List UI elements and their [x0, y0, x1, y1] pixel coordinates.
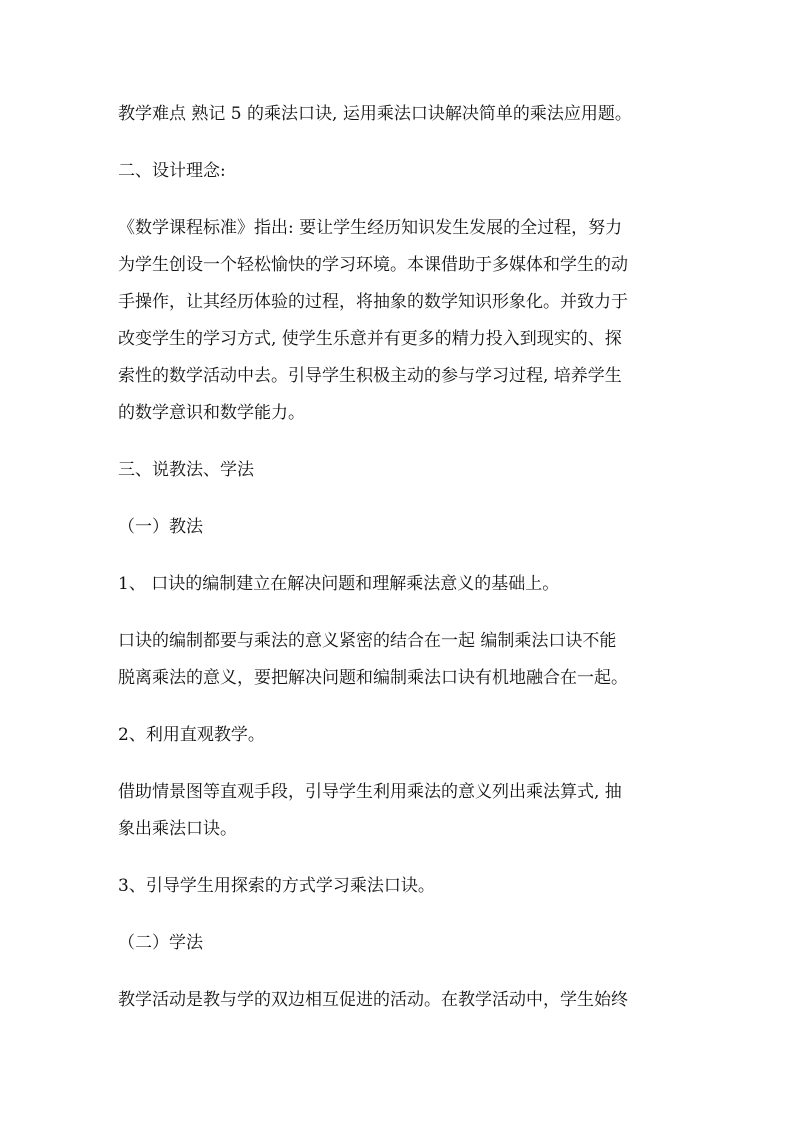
document-body: [118, 96, 678, 1019]
item-1-title: 1、 口诀的编制建立在解决问题和理解乘法意义的基础上。: [118, 574, 560, 594]
heading-design-concept: 二、设计理念:: [118, 161, 226, 181]
paragraph-curriculum-standard: 《数学课程标准》指出: 要让学生经历知识发生发展的全过程，努力 为学生创设一个轻松愉快的学习环境。本课借助于多媒体和学生的动 手操作，让其经历体验的过程，将抽象的数学知识形象化。并致力于 改变学生的学习方式, 使学生乐意并有更多的精力投入到现实的、探 索性的数学活动中去。引导学生积极主动的参与学习过程, 培养学生 的数学意识和数学能力。: [118, 218, 628, 423]
item-3-title: 3、引导学生用探索的方式学习乘法口诀。: [118, 876, 435, 896]
heading-methods: 三、说教法、学法: [118, 460, 254, 480]
heading-teaching-method: （一）教法: [118, 517, 203, 537]
paragraph-teaching-difficulty: 教学难点 熟记 5 的乘法口诀, 运用乘法口诀解决简单的乘法应用题。: [118, 104, 632, 124]
paragraph-learning-method: 教学活动是教与学的双边相互促进的活动。在教学活动中，学生始终: [118, 990, 628, 1010]
item-2-body: 借助情景图等直观手段，引导学生利用乘法的意义列出乘法算式, 抽 象出乘法口诀。: [118, 782, 622, 839]
item-2-title: 2、利用直观教学。: [118, 725, 265, 745]
item-1-body: 口诀的编制都要与乘法的意义紧密的结合在一起 编制乘法口诀不能 脱离乘法的意义，要把解决问题和编制乘法口诀有机地融合在一起。: [118, 631, 628, 688]
heading-learning-method: （二）学法: [118, 933, 203, 953]
